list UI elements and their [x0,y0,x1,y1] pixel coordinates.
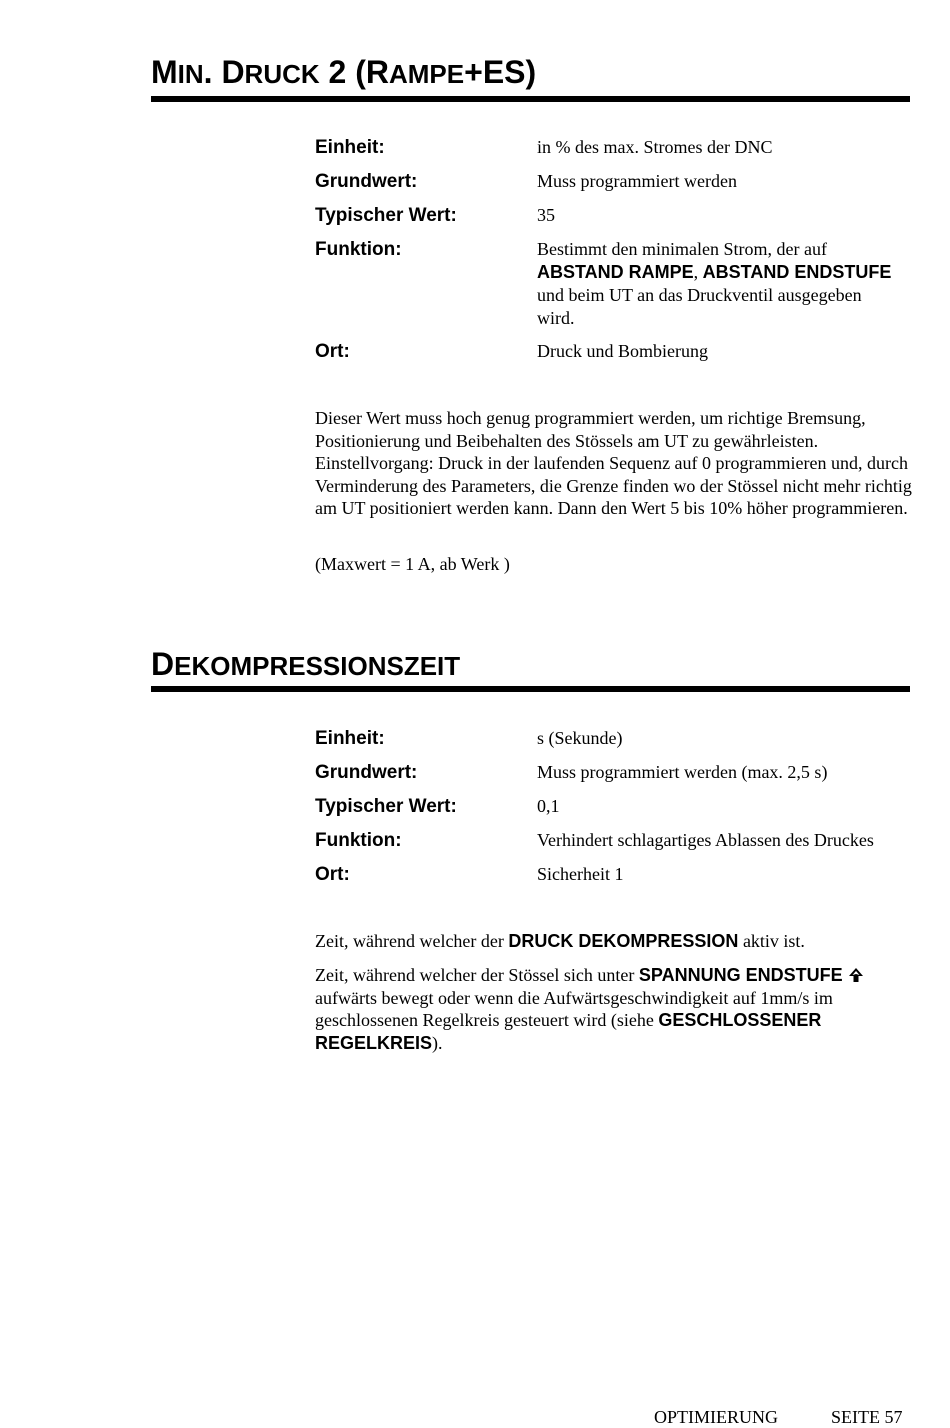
field-label: Funktion: [315,239,402,260]
section-title-min-druck-2: MIN. DRUCK 2 (RAMPE+ES) [151,54,537,90]
max-value-note: (Maxwert = 1 A, ab Werk ) [315,554,510,574]
field-value: Muss programmiert werden (max. 2,5 s) [537,762,828,782]
description-paragraph: Dieser Wert muss hoch genug programmiert werden, um richtige Bremsung, Positionierung und Beibehalten des Stössels am UT zu gewährleisten. Einstellvorgang: Druck in der laufenden Sequenz auf 0 programmieren und, durch Verminderung des Parameters, die Grenze finden wo der Stössel nicht mehr richtig am UT positioniert werden kann. Dann den Wert 5 bis 10% höher programmieren. [315,408,912,519]
field-label: Funktion: [315,830,402,851]
field-value: Verhindert schlagartiges Ablassen des Druckes [537,830,874,850]
field-value: in % des max. Stromes der DNC [537,137,773,157]
field-value: Druck und Bombierung [537,341,708,361]
field-label: Typischer Wert: [315,205,457,226]
field-value: 35 [537,205,555,225]
section-divider [151,96,910,102]
field-value: 0,1 [537,796,560,816]
field-value: Bestimmt den minimalen Strom, der auf ABSTAND RAMPE, ABSTAND ENDSTUFE und beim UT an das Druckventil ausgegeben wird. [537,239,892,328]
footer-page-number: SEITE 57 [831,1407,903,1427]
field-label: Einheit: [315,728,385,749]
field-label: Typischer Wert: [315,796,457,817]
field-label: Grundwert: [315,762,418,783]
arrow-up-icon [847,966,865,984]
field-value: s (Sekunde) [537,728,623,748]
field-value: Muss programmiert werden [537,171,737,191]
field-label: Ort: [315,864,350,885]
field-label: Einheit: [315,137,385,158]
field-value: Sicherheit 1 [537,864,624,884]
field-label: Grundwert: [315,171,418,192]
footer-chapter: OPTIMIERUNG [654,1407,778,1427]
section-title-dekompressionszeit: DEKOMPRESSIONSZEIT [151,646,461,682]
spannung-paragraph: Zeit, während welcher der Stössel sich unter SPANNUNG ENDSTUFE aufwärts bewegt oder wenn die Aufwärtsgeschwindigkeit auf 1mm/s im geschlossenen Regelkreis gesteuert wird (siehe GESCHLOSSENER REGELKREIS). [315,964,915,1054]
section-divider [151,686,910,692]
dekompression-paragraph: Zeit, während welcher der DRUCK DEKOMPRESSION aktiv ist. [315,931,805,951]
field-label: Ort: [315,341,350,362]
